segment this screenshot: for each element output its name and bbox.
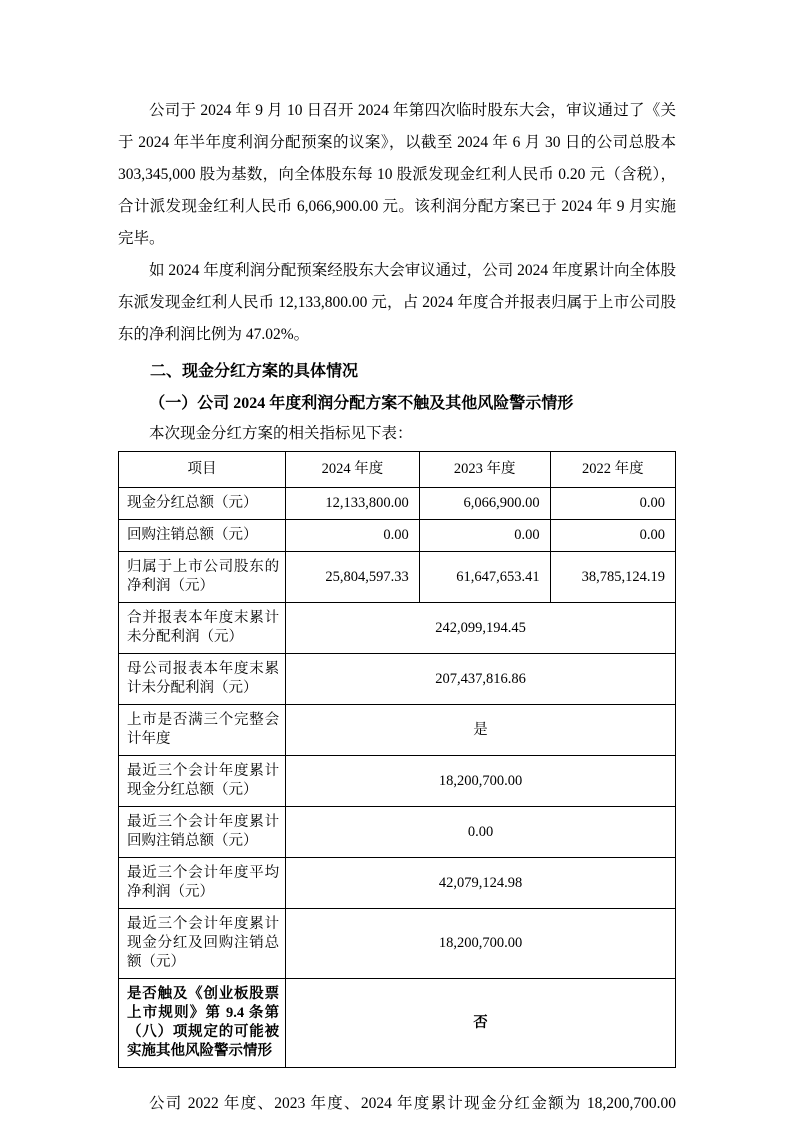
cell-span-value: 否 — [286, 979, 676, 1068]
cell-span-value: 18,200,700.00 — [286, 909, 676, 979]
subsection-heading-no-risk-warning: （一）公司 2024 年度利润分配方案不触及其他风险警示情形 — [149, 395, 574, 412]
header-year-2022: 2022 年度 — [550, 452, 675, 488]
cell-value-2023: 6,066,900.00 — [419, 488, 550, 520]
row-label: 是否触及《创业板股票上市规则》第 9.4 条第（八）项规定的可能被实施其他风险警示情形 — [119, 979, 286, 1068]
row-label: 最近三个会计年度平均净利润（元） — [119, 858, 286, 909]
cell-span-value: 0.00 — [286, 807, 676, 858]
cell-value-2022: 0.00 — [550, 488, 675, 520]
row-label: 归属于上市公司股东的净利润（元） — [119, 552, 286, 603]
cell-span-value: 242,099,194.45 — [286, 603, 676, 654]
cell-value-2022: 0.00 — [550, 520, 675, 552]
cell-value-2024: 12,133,800.00 — [286, 488, 420, 520]
table-row-buyback-cancel-total — [119, 520, 676, 552]
row-label: 上市是否满三个完整会计年度 — [119, 705, 286, 756]
table-row-parent-undistributed-profit — [119, 654, 676, 705]
table-header-row — [119, 452, 676, 488]
row-label: 最近三个会计年度累计现金分红及回购注销总额（元） — [119, 909, 286, 979]
table-row-three-year-dividend-and-buyback-total — [119, 909, 676, 979]
paragraph-interim-dividend: 公司于 2024 年 9 月 10 日召开 2024 年第四次临时股东大会，审议通过了《关于 2024 年半年度利润分配预案的议案》，以截至 2024 年 6 月 30 日的公司总股本 303,345,000 股为基数，向全体股东每 10 股派发现金红利人民币 0.20 元（含税），合计派发现金红利人民币 6,066,900.00 元。该利润分配方案已于 2024 年 9 月实施完毕。 — [118, 102, 676, 247]
closing-paragraph: 公司 2022 年度、2023 年度、2024 年度累计现金分红金额为 18,200,700.00 — [149, 1095, 676, 1112]
row-label: 最近三个会计年度累计现金分红总额（元） — [119, 756, 286, 807]
header-year-2024: 2024 年度 — [286, 452, 420, 488]
cell-span-value: 42,079,124.98 — [286, 858, 676, 909]
header-item: 项目 — [119, 452, 286, 488]
table-row-three-year-cash-dividend-total — [119, 756, 676, 807]
table-intro-text: 本次现金分红方案的相关指标见下表： — [149, 425, 413, 442]
cell-span-value: 207,437,816.86 — [286, 654, 676, 705]
table-row-risk-warning-trigger — [119, 979, 676, 1068]
cell-value-2023: 61,647,653.41 — [419, 552, 550, 603]
row-label: 合并报表本年度末累计未分配利润（元） — [119, 603, 286, 654]
table-row-consolidated-undistributed-profit — [119, 603, 676, 654]
cell-value-2023: 0.00 — [419, 520, 550, 552]
header-year-2023: 2023 年度 — [419, 452, 550, 488]
table-row-cash-dividend-total — [119, 488, 676, 520]
cell-value-2024: 25,804,597.33 — [286, 552, 420, 603]
cell-span-value: 18,200,700.00 — [286, 756, 676, 807]
row-label: 现金分红总额（元） — [119, 488, 286, 520]
table-row-three-year-average-net-profit — [119, 858, 676, 909]
row-label: 最近三个会计年度累计回购注销总额（元） — [119, 807, 286, 858]
cell-value-2024: 0.00 — [286, 520, 420, 552]
section-heading-cash-dividend-details: 二、现金分红方案的具体情况 — [150, 363, 359, 380]
cell-value-2022: 38,785,124.19 — [550, 552, 675, 603]
table-row-three-year-buyback-total — [119, 807, 676, 858]
table-row-listed-three-full-years — [119, 705, 676, 756]
table-row-net-profit-attributable — [119, 552, 676, 603]
dividend-indicator-table — [118, 451, 676, 1068]
cell-span-value: 是 — [286, 705, 676, 756]
row-label: 母公司报表本年度末累计未分配利润（元） — [119, 654, 286, 705]
paragraph-annual-dividend: 如 2024 年度利润分配预案经股东大会审议通过，公司 2024 年度累计向全体股东派发现金红利人民币 12,133,800.00 元，占 2024 年度合并报表归属于上市公司股东的净利润比例为 47.02%。 — [118, 262, 677, 343]
row-label: 回购注销总额（元） — [119, 520, 286, 552]
